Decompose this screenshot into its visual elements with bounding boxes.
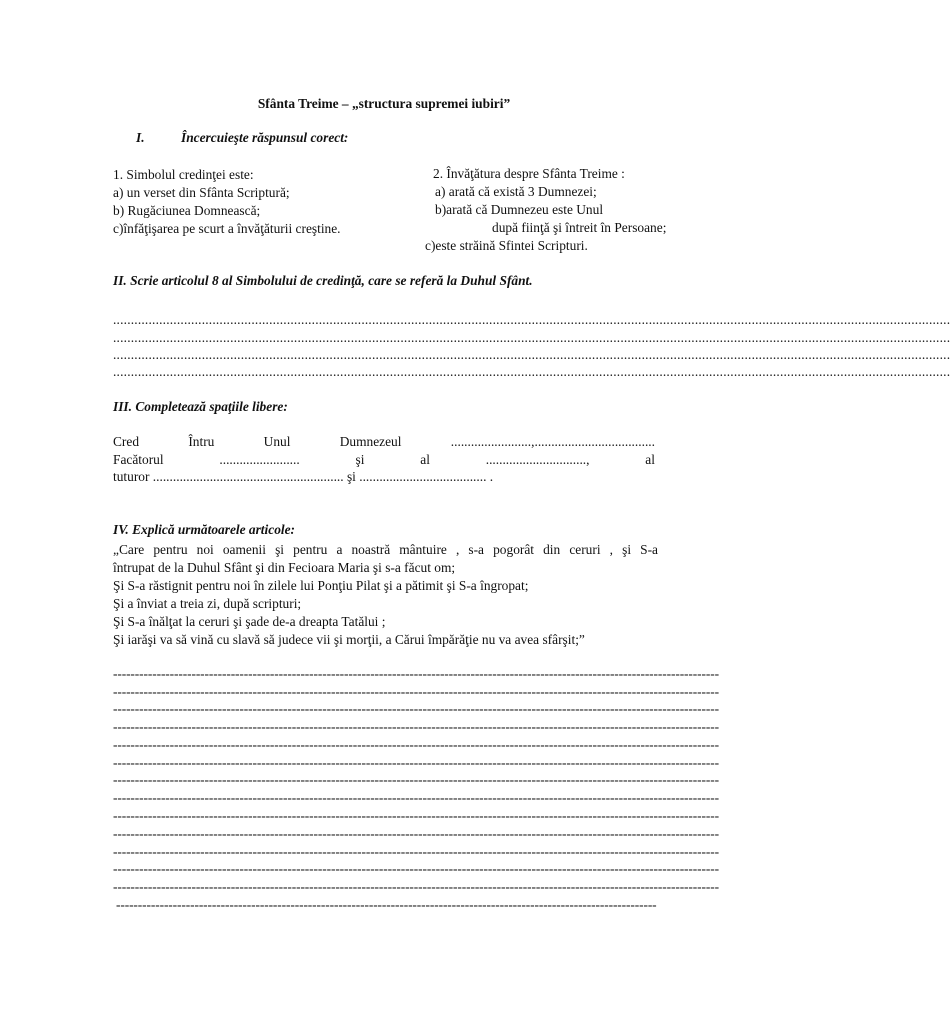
word: Întru xyxy=(188,434,215,449)
blank: .............................., xyxy=(485,452,590,467)
creed-line-2: întrupat de la Duhul Sfânt şi din Fecioara Maria şi s-a făcut om; xyxy=(113,560,456,575)
word: s-a xyxy=(468,542,485,557)
answer-line: ------------------------------------------------------------------------------------------------------------------------------------------- xyxy=(113,861,719,876)
answer-line: ------------------------------------------------------------------------------------------------------------------------------------------- xyxy=(113,844,719,859)
section-1-heading: Încercuieşte răspunsul corect: xyxy=(181,130,349,145)
answer-line: ............................................................................................................................................................................................................................................ xyxy=(113,364,950,379)
word: şi xyxy=(622,542,632,557)
fill-row-3: tuturor ......................................................... şi ...................................... . xyxy=(113,469,494,484)
word: şi xyxy=(275,542,285,557)
section-1-number: I. xyxy=(136,130,145,145)
word: noi xyxy=(196,542,214,557)
creed-line-4: Şi a înviat a treia zi, după scripturi; xyxy=(113,596,302,611)
section-3-heading: III. Completează spaţiile libere: xyxy=(113,399,288,414)
word: „Care xyxy=(113,542,145,557)
question-2-option-b-cont: după fiinţă şi întreit în Persoane; xyxy=(492,220,667,235)
creed-line-5: Şi S-a înălţat la ceruri şi şade de-a dreapta Tatălui ; xyxy=(113,614,386,629)
question-2-option-a: a) arată că există 3 Dumnezei; xyxy=(435,184,597,199)
question-1-option-c: c)înfăţişarea pe scurt a învăţăturii creştine. xyxy=(113,221,341,236)
question-1-option-a: a) un verset din Sfânta Scriptură; xyxy=(113,185,290,200)
word: noastră xyxy=(351,542,391,557)
word: al xyxy=(420,452,430,467)
section-4-heading: IV. Explică următoarele articole: xyxy=(113,522,296,537)
word: ceruri xyxy=(569,542,601,557)
answer-line: ------------------------------------------------------------------------------------------------------------------------------------------- xyxy=(113,666,719,681)
creed-line-3: Şi S-a răstignit pentru noi în zilele lui Ponţiu Pilat şi a pătimit şi S-a îngropat; xyxy=(113,578,529,593)
answer-line: ............................................................................................................................................................................................................................................ xyxy=(113,330,950,345)
fill-row-2 xyxy=(113,451,655,469)
page-title: Sfânta Treime – „structura supremei iubiri” xyxy=(257,96,511,111)
word: a xyxy=(336,542,343,557)
blank: ........................,.................................... xyxy=(450,434,655,449)
fill-row-1 xyxy=(113,433,655,451)
word: Unul xyxy=(263,434,291,449)
answer-line: ------------------------------------------------------------------------------------------------------------------------------------------- xyxy=(113,772,719,787)
word: pentru xyxy=(293,542,328,557)
word: , xyxy=(455,542,460,557)
word: S-a xyxy=(640,542,658,557)
word: Cred xyxy=(113,434,140,449)
word: Dumnezeul xyxy=(339,434,402,449)
answer-line: ------------------------------------------------------------------------------------------------------------------------------------------- xyxy=(113,755,719,770)
answer-line: ------------------------------------------------------------------------------------------------------------------------------------------- xyxy=(113,701,719,716)
word: Facătorul xyxy=(113,452,164,467)
word: pogorât xyxy=(493,542,535,557)
answer-line: ------------------------------------------------------------------------------------------------------------------------------------------- xyxy=(113,737,719,752)
word: , xyxy=(609,542,614,557)
question-2-option-b: b)arată că Dumnezeu este Unul xyxy=(435,202,604,217)
question-1-option-b: b) Rugăciunea Domnească; xyxy=(113,203,261,218)
blank: ........................ xyxy=(219,452,300,467)
answer-line: ............................................................................................................................................................................................................................................ xyxy=(113,347,950,362)
answer-line: ------------------------------------------------------------------------------------------------------------------------------------------- xyxy=(113,808,719,823)
question-2-text: 2. Învăţătura despre Sfânta Treime : xyxy=(433,166,625,181)
word: din xyxy=(543,542,561,557)
answer-line: ------------------------------------------------------------------------------------------------------------------------------------------- xyxy=(113,790,719,805)
question-1-text: 1. Simbolul credinţei este: xyxy=(113,167,254,182)
question-2-option-c: c)este străină Sfintei Scripturi. xyxy=(425,238,588,253)
word: pentru xyxy=(153,542,188,557)
word: şi xyxy=(355,452,365,467)
word: mântuire xyxy=(399,542,447,557)
creed-articles xyxy=(113,541,658,649)
answer-line: ------------------------------------------------------------------------------------------------------------------------------------------- xyxy=(113,684,719,699)
word: oamenii xyxy=(222,542,266,557)
answer-line: ------------------------------------------------------------------------------------------------------------------------------------------- xyxy=(113,879,719,894)
section-2-heading: II. Scrie articolul 8 al Simbolului de credinţă, care se referă la Duhul Sfânt. xyxy=(113,273,533,288)
question-1 xyxy=(113,166,341,238)
answer-line: ------------------------------------------------------------------------------------------------------------------------------------------- xyxy=(113,719,719,734)
creed-line-1 xyxy=(113,541,658,559)
answer-line: ............................................................................................................................................................................................................................................ xyxy=(113,312,950,327)
answer-line-last: ---------------------------------------------------------------------------------------------------------------------------- xyxy=(116,897,657,912)
creed-line-6: Şi iarăşi va să vină cu slavă să judece vii şi morţii, a Cărui împărăţie nu va avea sfârşit;” xyxy=(113,632,585,647)
word: al xyxy=(645,452,655,467)
answer-line: ------------------------------------------------------------------------------------------------------------------------------------------- xyxy=(113,826,719,841)
